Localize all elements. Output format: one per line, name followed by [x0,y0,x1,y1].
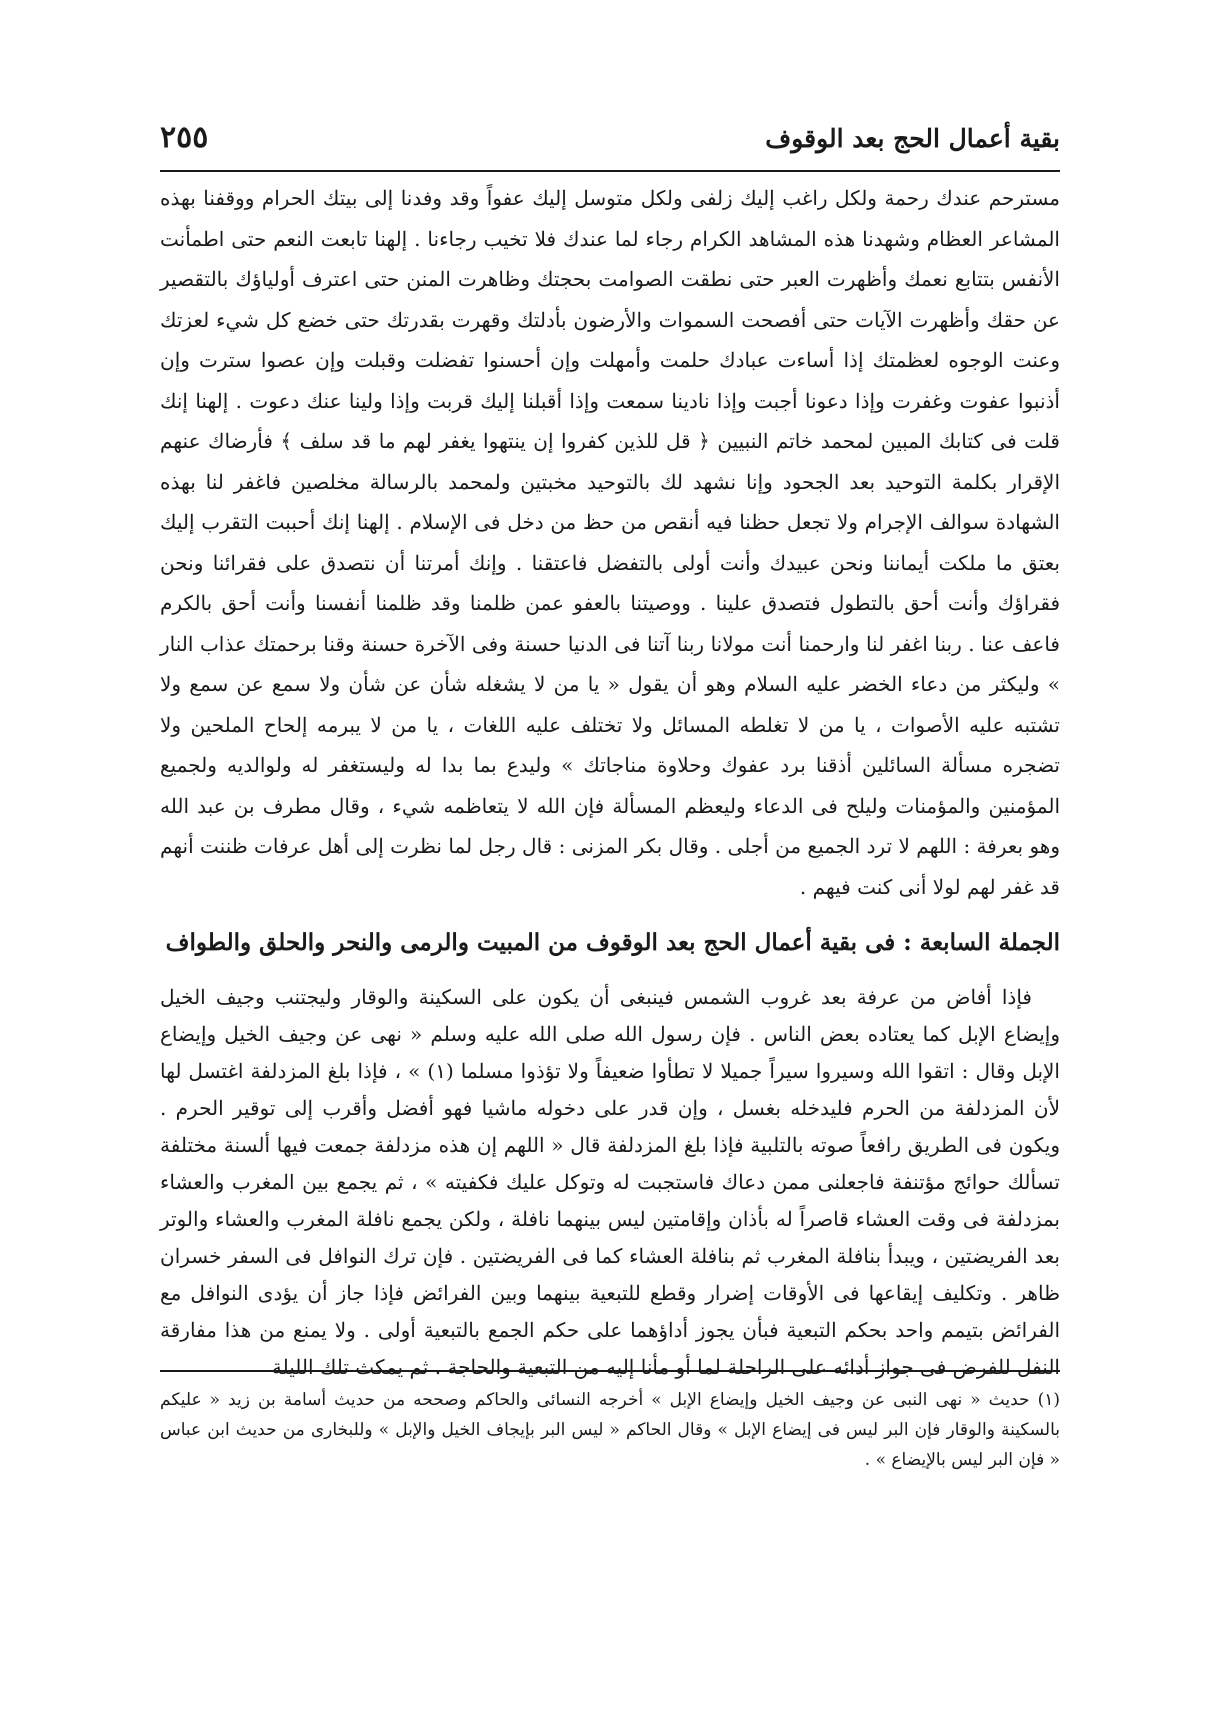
footnotes [160,1385,1060,1475]
running-title: بقية أعمال الحج بعد الوقوف [765,124,1060,153]
body-paragraph: مسترحم عندك رحمة ولكل راغب إليك زلفى ولكل متوسل إليك عفواً وقد وفدنا إلى بيتك الحرام ووقفنا بهذه المشاعر العظام وشهدنا هذه المشاهد الكرام رجاء لما عندك فلا تخيب رجاءنا . إلهنا تابعت النعم حتى اطمأنت الأنفس بتتابع نعمك وأظهرت العبر حتى نطقت الصوامت بحجتك وظاهرت المنن حتى اعترف أولياؤك بالتقصير عن حقك وأظهرت الآيات حتى أفصحت السموات والأرضون بأدلتك وقهرت بقدرتك حتى خضع كل شيء لعزتك وعنت الوجوه لعظمتك إذا أساءت عبادك حلمت وأمهلت وإن أحسنوا تفضلت وقبلت وإن عصوا سترت وإن أذنبوا عفوت وغفرت وإذا دعونا أجبت وإذا نادينا سمعت وإذا أقبلنا إليك قربت وإذا ولينا عنك دعوت . إلهنا إنك قلت فى كتابك المبين لمحمد خاتم النبيين ﴿ قل للذين كفروا إن ينتهوا يغفر لهم ما قد سلف ﴾ فأرضاك عنهم الإقرار بكلمة التوحيد بعد الجحود وإنا نشهد لك بالتوحيد مخبتين ولمحمد بالرسالة مخلصين فاغفر لنا بهذه الشهادة سوالف الإجرام ولا تجعل حظنا فيه أنقص من حظ من دخل فى الإسلام . إلهنا إنك أحببت التقرب إليك بعتق ما ملكت أيماننا ونحن عبيدك وأنت أولى بالتفضل فاعتقنا . وإنك أمرتنا أن نتصدق على فقرائنا ونحن فقراؤك وأنت أحق بالتطول فتصدق علينا . ووصيتنا بالعفو عمن ظلمنا وقد ظلمنا أنفسنا وأنت أحق بالكرم فاعف عنا . ربنا اغفر لنا وارحمنا أنت مولانا ربنا آتنا فى الدنيا حسنة وفى الآخرة حسنة وقنا برحمتك عذاب النار » وليكثر من دعاء الخضر عليه السلام وهو أن يقول « يا من لا يشغله شأن عن شأن ولا سمع عن سمع ولا تشتبه عليه الأصوات ، يا من لا تغلطه المسائل ولا تختلف عليه اللغات ، يا من لا يبرمه إلحاح الملحين ولا تضجره مسألة السائلين أذقنا برد عفوك وحلاوة مناجاتك » وليدع بما بدا له وليستغفر له ولوالديه ولجميع المؤمنين والمؤمنات وليلح فى الدعاء وليعظم المسألة فإن الله لا يتعاظمه شيء ، وقال مطرف بن عبد الله وهو بعرفة : اللهم لا ترد الجميع من أجلى . وقال بكر المزنى : قال رجل لما نظرت إلى أهل عرفات ظننت أنهم قد غفر لهم لولا أنى كنت فيهم . [160,186,1061,899]
page-header [160,118,1060,168]
body-paragraph: فإذا أفاض من عرفة بعد غروب الشمس فينبغى أن يكون على السكينة والوقار وليجتنب وجيف الخيل وإيضاع الإبل كما يعتاده بعض الناس . فإن رسول الله صلى الله عليه وسلم « نهى عن وجيف الخيل وإيضاع الإبل وقال : اتقوا الله وسيروا سيراً جميلا لا تطأوا ضعيفاً ولا تؤذوا مسلما (١) » ، فإذا بلغ المزدلفة اغتسل لها لأن المزدلفة من الحرم فليدخله بغسل ، وإن قدر على دخوله ماشيا فهو أفضل وأقرب إلى توقير الحرم . ويكون فى الطريق رافعاً صوته بالتلبية فإذا بلغ المزدلفة قال « اللهم إن هذه مزدلفة جمعت فيها ألسنة مختلفة تسألك حوائج مؤتنفة فاجعلنى ممن دعاك فاستجبت له وتوكل عليك فكفيته » ، ثم يجمع بين المغرب والعشاء بمزدلفة فى وقت العشاء قاصراً له بأذان وإقامتين ليس بينهما نافلة ، ولكن يجمع نافلة المغرب والعشاء والوتر بعد الفريضتين ، ويبدأ بنافلة المغرب ثم بنافلة العشاء كما فى الفريضتين . فإن ترك النوافل فى السفر خسران ظاهر . وتكليف إيقاعها فى الأوقات إضرار وقطع للتبعية بينهما وبين الفرائض فإذا جاز أن يؤدى النوافل مع الفرائض بتيمم واحد بحكم التبعية فبأن يجوز أداؤهما على حكم الجمع بالتبعية أولى . ولا يمنع من هذا مفارقة النفل للفرض فى جواز أدائه على الراحلة لما أو مأنا إليه من التبعية والحاجة . ثم يمكث تلك الليلة [160,985,1060,1379]
footnote: (١) حديث « نهى النبى عن وجيف الخيل وإيضاع الإبل » أخرجه النسائى والحاكم وصححه من حديث أسامة بن زيد « عليكم بالسكينة والوقار فإن البر ليس فى إيضاع الإبل » وقال الحاكم « ليس البر بإيجاف الخيل والإبل » وللبخارى من حديث ابن عباس « فإن البر ليس بالإيضاع » . [160,1390,1060,1470]
page-number: ٢٥٥ [160,120,209,155]
footnote-rule [160,1370,1060,1372]
header-rule [160,170,1060,172]
main-text [160,178,1060,1386]
section-heading: الجملة السابعة : فى بقية أعمال الحج بعد الوقوف من المبيت والرمى والنحر والحلق والطواف [165,929,1060,956]
